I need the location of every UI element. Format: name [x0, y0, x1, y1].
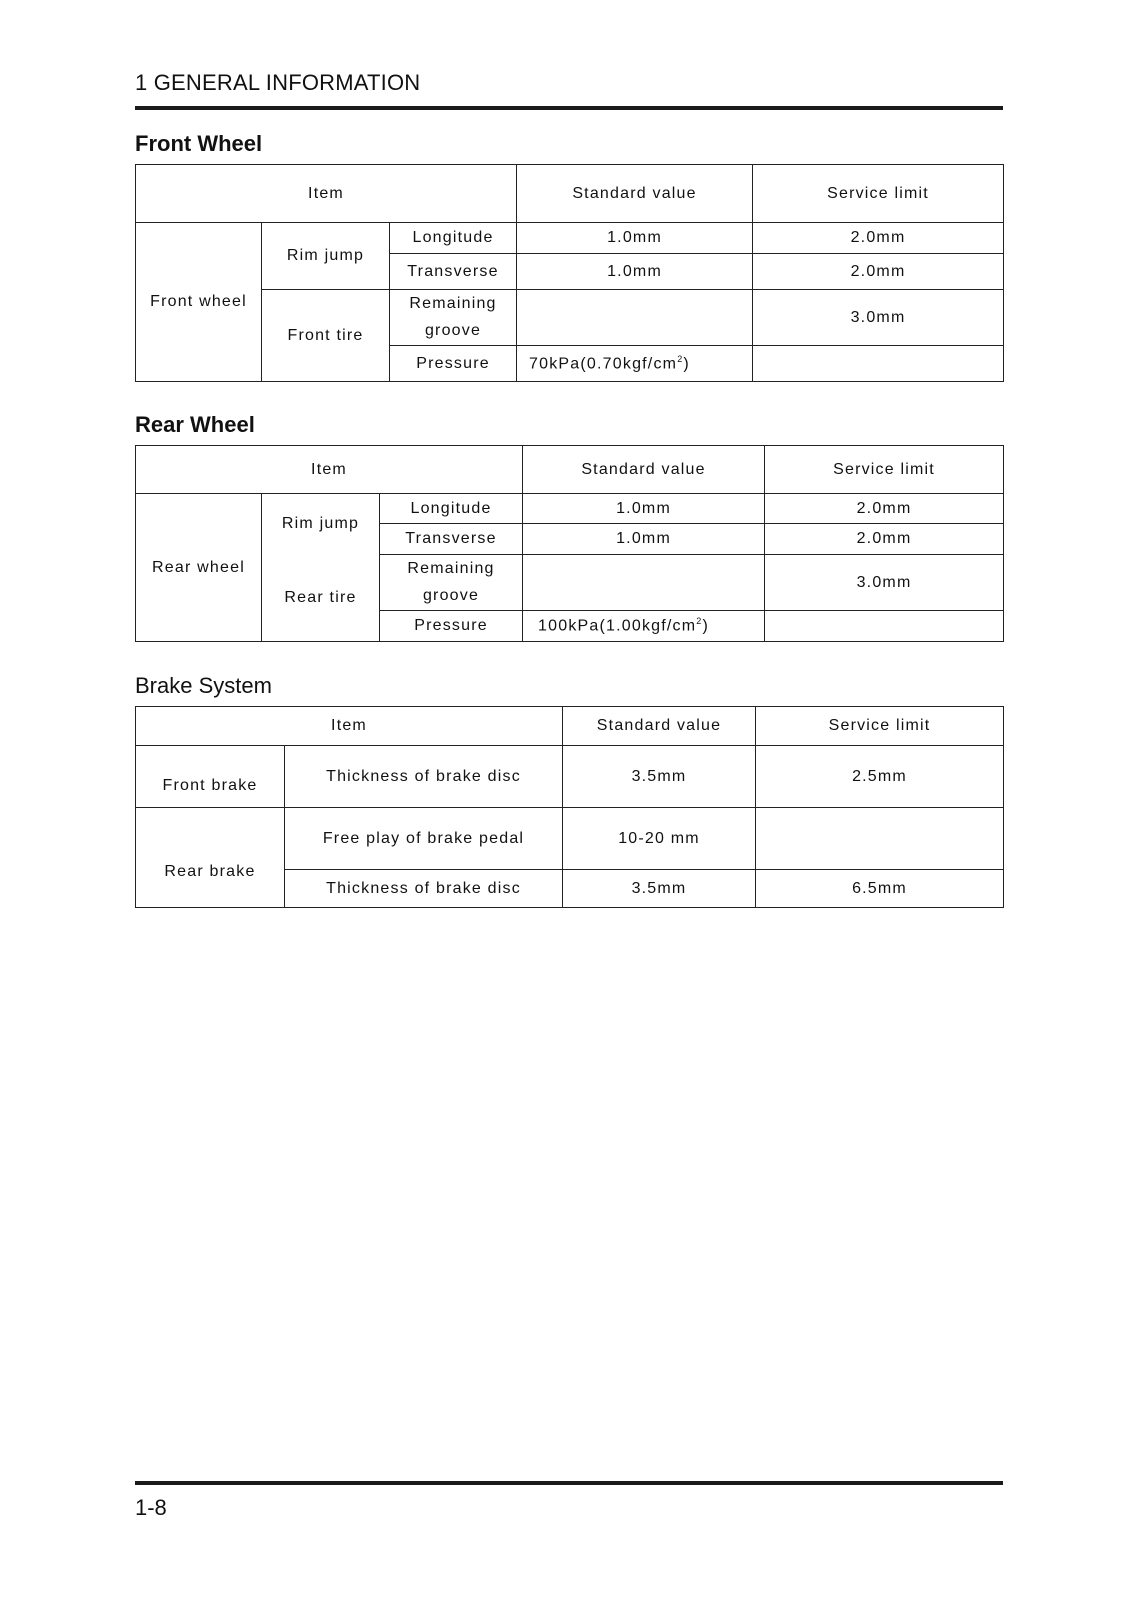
rear-wheel-table — [135, 445, 1004, 642]
pressure-limit — [753, 346, 1004, 382]
pressure-label: Pressure — [380, 611, 523, 642]
longitude-limit: 2.0mm — [765, 494, 1004, 524]
header-standard-value: Standard value — [517, 165, 753, 223]
rear-disc-item: Thickness of brake disc — [285, 870, 563, 908]
header-item: Item — [136, 707, 563, 746]
front-wheel-table — [135, 164, 1004, 382]
header-standard-value: Standard value — [563, 707, 756, 746]
remaining-label-line2: groove — [390, 318, 517, 346]
longitude-limit: 2.0mm — [753, 223, 1004, 254]
rear-disc-standard: 3.5mm — [563, 870, 756, 908]
remaining-groove-limit: 3.0mm — [753, 290, 1004, 346]
remaining-label-line2: groove — [380, 583, 523, 611]
free-play-standard: 10-20 mm — [563, 808, 756, 870]
table-row — [136, 494, 1004, 524]
footer-rule — [135, 1481, 1003, 1485]
front-brake-limit: 2.5mm — [756, 746, 1004, 808]
front-wheel-group-label: Front wheel — [136, 223, 262, 382]
pressure-limit — [765, 611, 1004, 642]
header-standard-value: Standard value — [523, 446, 765, 494]
header-item: Item — [136, 446, 523, 494]
transverse-limit: 2.0mm — [753, 254, 1004, 290]
remaining-groove-standard — [517, 290, 753, 346]
transverse-standard: 1.0mm — [517, 254, 753, 290]
longitude-label: Longitude — [380, 494, 523, 524]
pressure-standard: $70kPa(0.70kgf/cm^2)$ — [517, 346, 753, 382]
front-brake-standard: 3.5mm — [563, 746, 756, 808]
free-play-item: Free play of brake pedal — [285, 808, 563, 870]
rear-disc-limit: 6.5mm — [756, 870, 1004, 908]
rear-wheel-title: Rear Wheel — [135, 412, 255, 437]
rim-jump-label: Rim jump — [262, 494, 380, 555]
header-rule — [135, 106, 1003, 110]
rear-wheel-group-label: Rear wheel — [136, 494, 262, 642]
front-tire-label: Front tire — [262, 290, 390, 382]
header-item: Item — [136, 165, 517, 223]
rear-tire-label: Rear tire — [262, 555, 380, 642]
table-header-row — [136, 707, 1004, 746]
header-service-limit: Service limit — [765, 446, 1004, 494]
remaining-label-line1: Remaining — [380, 555, 523, 583]
remaining-groove-standard — [523, 555, 765, 611]
pressure-label: Pressure — [390, 346, 517, 382]
table-row — [136, 555, 1004, 583]
remaining-groove-limit: 3.0mm — [765, 555, 1004, 611]
transverse-label: Transverse — [380, 524, 523, 555]
table-header-row — [136, 446, 1004, 494]
remaining-label-line1: Remaining — [390, 290, 517, 318]
table-row — [136, 223, 1004, 254]
table-row — [136, 290, 1004, 318]
transverse-label: Transverse — [390, 254, 517, 290]
chapter-title: 1 GENERAL INFORMATION — [135, 70, 421, 95]
free-play-limit — [756, 808, 1004, 870]
rear-brake-label: Rear brake — [136, 808, 285, 908]
brake-system-table — [135, 706, 1004, 908]
pressure-standard: $100kPa(1.00kgf/cm^2)$ — [523, 611, 765, 642]
header-service-limit: Service limit — [753, 165, 1004, 223]
longitude-label: Longitude — [390, 223, 517, 254]
table-row — [136, 808, 1004, 870]
page-number: 1-8 — [135, 1495, 167, 1520]
front-wheel-title: Front Wheel — [135, 131, 263, 156]
longitude-standard: 1.0mm — [523, 494, 765, 524]
table-header-row — [136, 165, 1004, 223]
rim-jump-label: Rim jump — [262, 223, 390, 290]
transverse-limit: 2.0mm — [765, 524, 1004, 555]
brake-system-title: Brake System — [135, 673, 272, 698]
table-row — [136, 746, 1004, 808]
front-brake-label: Front brake — [136, 746, 285, 808]
transverse-standard: 1.0mm — [523, 524, 765, 555]
front-brake-item: Thickness of brake disc — [285, 746, 563, 808]
longitude-standard: 1.0mm — [517, 223, 753, 254]
header-service-limit: Service limit — [756, 707, 1004, 746]
